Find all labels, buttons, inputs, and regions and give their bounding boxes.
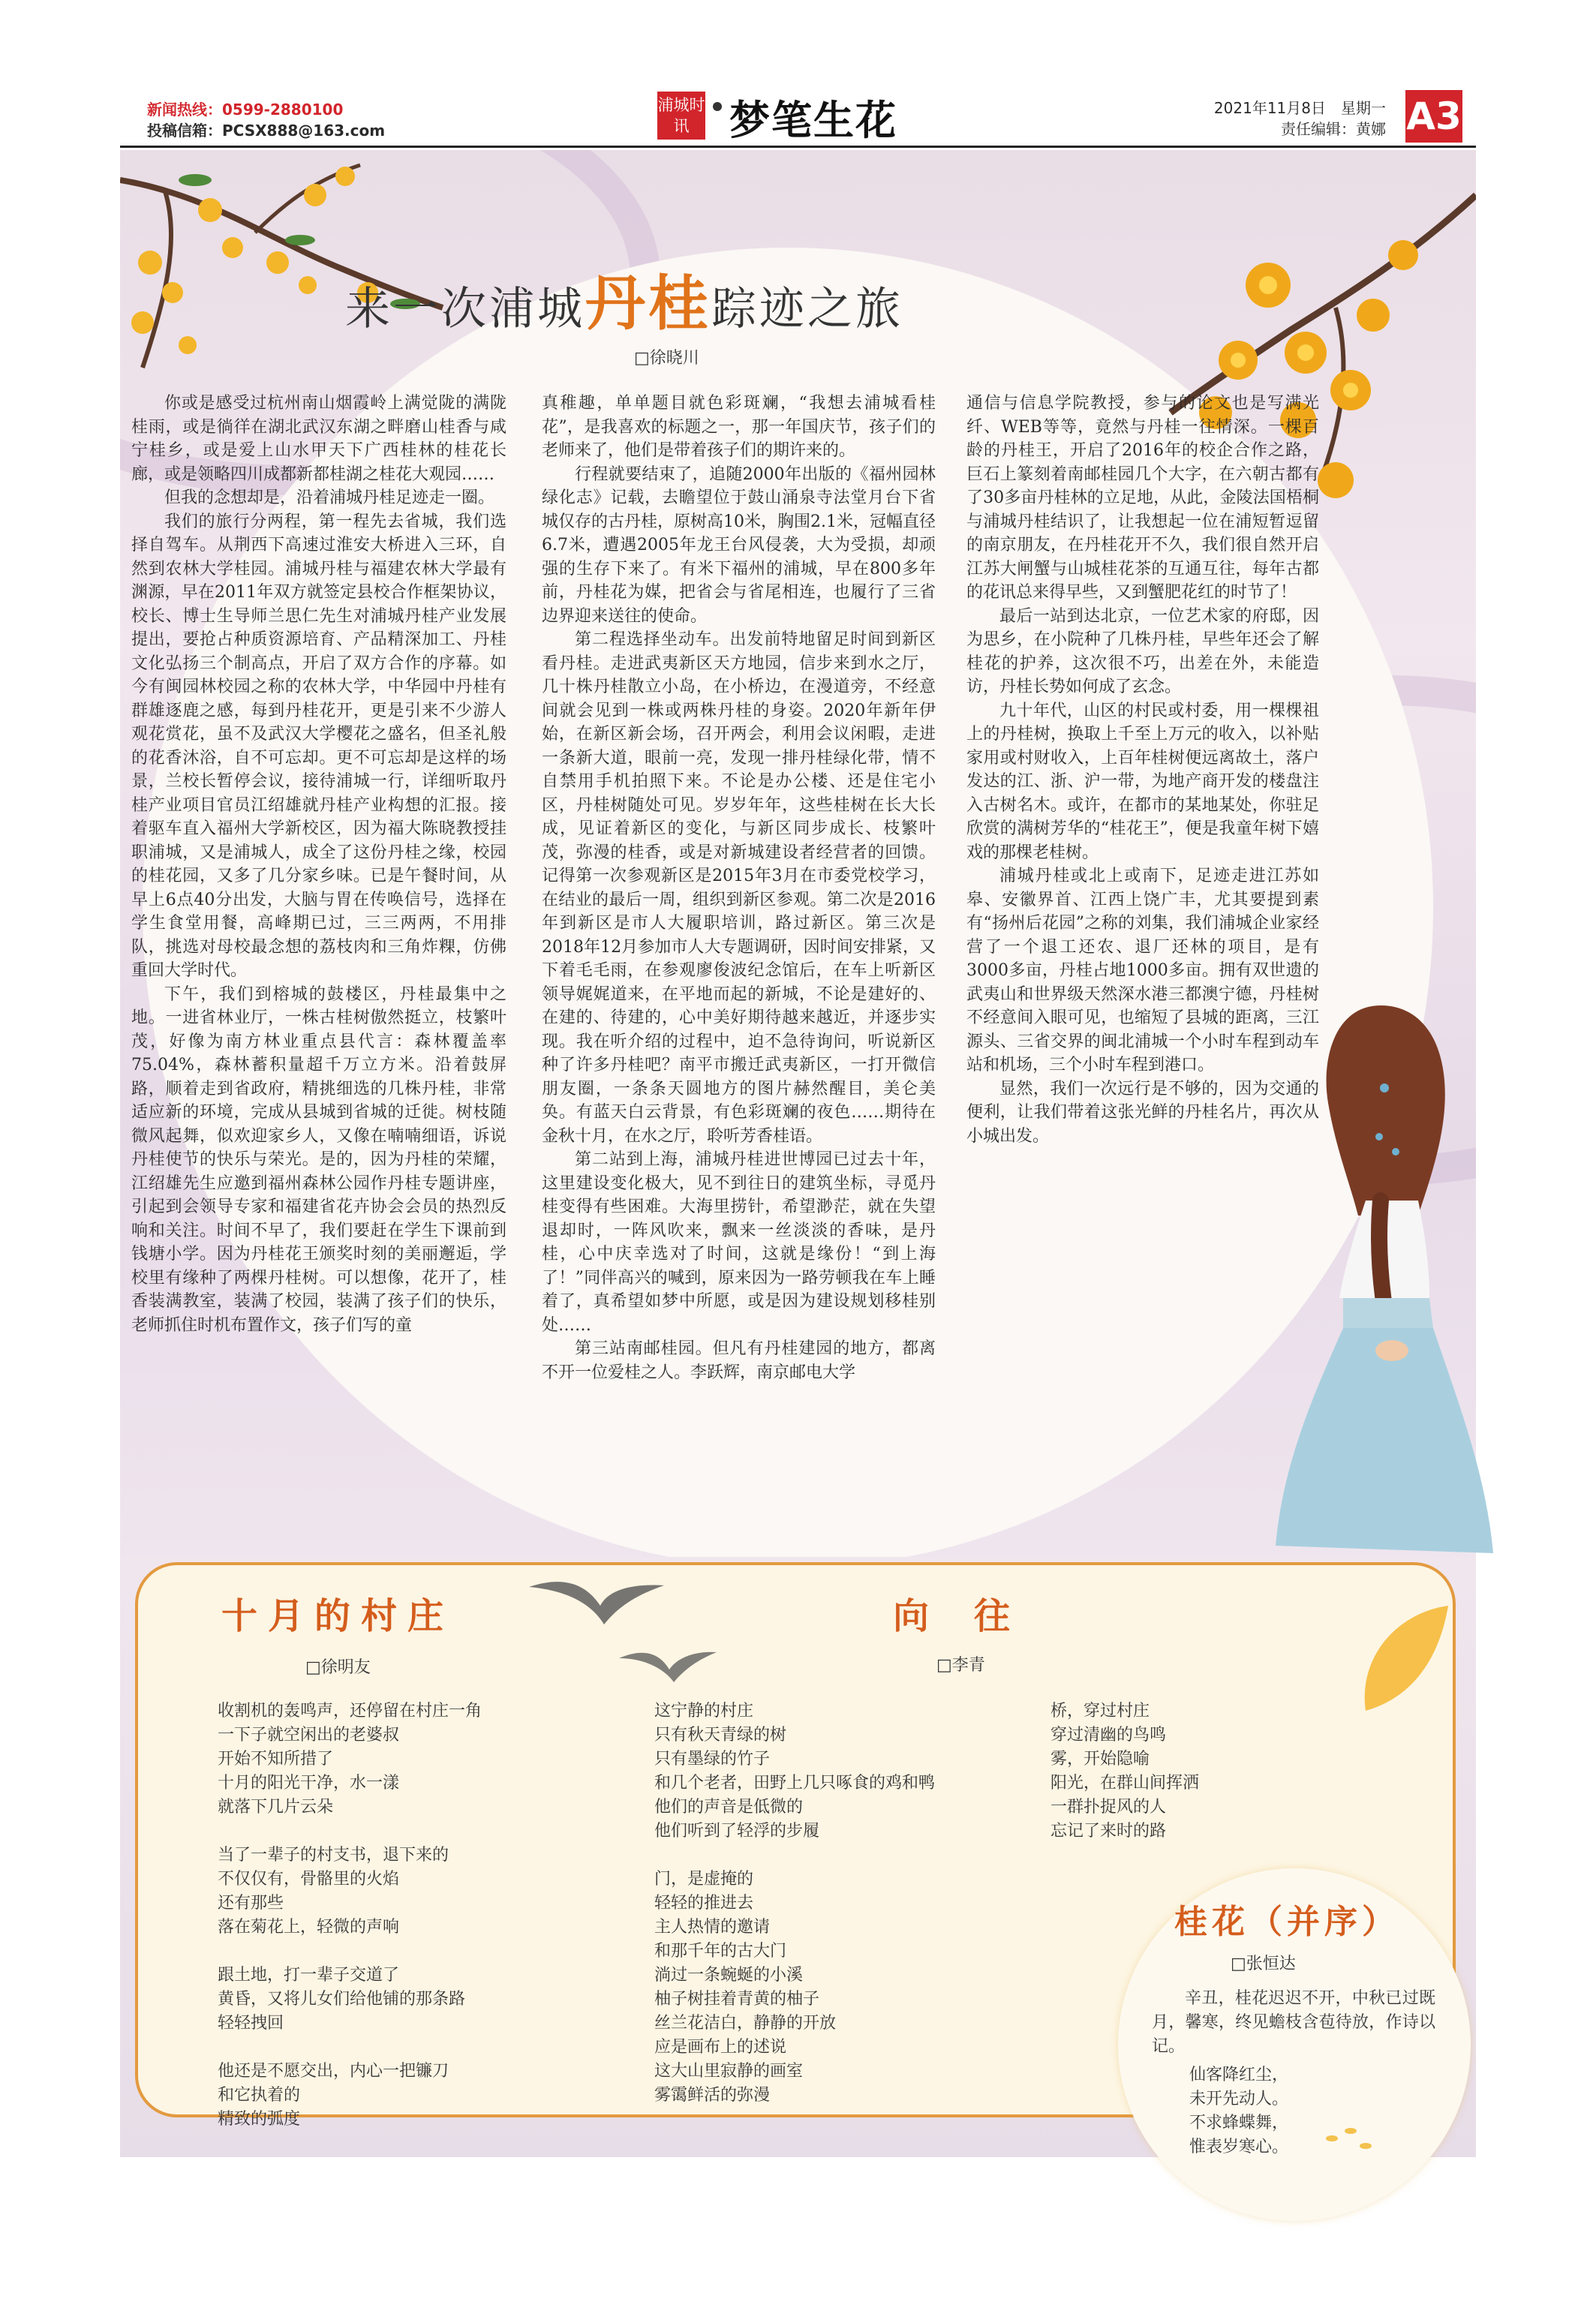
header-rule [120,146,1476,148]
poem-byline-xiangwang: □李青 [936,1656,985,1675]
page-number: A3 [1405,90,1462,143]
paragraph: 我们的旅行分两程，第一程先去省城，我们选择自驾车。从荆西下高速过淮安大桥进入三环，自然到农林大学桂园。浦城丹桂与福建农林大学最有渊源，早在2011年双方就签定县校合作框架协议，校长、博士生导师兰思仁先生对浦城丹桂产业发展提出，要抢占种质资源培育、产品精深加工、丹桂文化弘扬三个制高点，开启了双方合作的序幕。如今有闽园林校园之称的农林大学，中华园中丹桂有群雄逐鹿之感，每到丹桂花开，更是引来不少游人观花赏花，虽不及武汉大学樱花之盛名，但圣礼般的花香沐浴，自不可忘却。更不可忘却是这样的场景，兰校长暂停会议，接待浦城一行，详细听取丹桂产业项目官员江绍雄就丹桂产业构想的汇报。接着驱车直入福州大学新校区，因为福大陈晓教授挂职浦城，又是浦城人，成全了这份丹桂之缘，校园的桂花园，又多了几分家乡味。已是午餐时间，从早上6点40分出发，大脑与胃在传唤信号，选择在学生食堂用餐，高峰期已过，三三两两，不用排队，挑选对母校最念想的荔枝肉和三角炸粿，仿佛重回大学时代。 [131,512,506,980]
poem-preface-guihua: 辛丑，桂花迟迟不开，中秋已过既月，馨寒，终见蟾枝含苞待放，作诗以记。 [1152,1989,1435,2056]
section-title: 梦笔生花 [729,97,897,144]
paragraph: 通信与信息学院教授，参与的论文也是写满光纤、WEB等等，竟然与丹桂一往情深。一棵百龄的丹桂王，开启了2016年的校企合作之路，巨石上篆刻着南邮桂园几个大字，在六朝古都有了30多亩丹桂林的立足地，从此，金陵法国梧桐与浦城丹桂结识了，让我想起一位在浦短暂逗留的南京朋友，在丹桂花开不久，我们很自然开启江苏大闸蟹与山城桂花茶的互通互往，每年古都的花讯总来得早些，又到蟹肥花红的时节了！ [966,394,1319,602]
title-part-b: 踪迹之旅 [711,283,903,335]
paragraph: 第二程选择坐动车。出发前特地留足时间到新区看丹桂。走进武夷新区天方地园，信步来到水之厅，几十株丹桂散立小岛，在小桥边，在漫道旁，不经意间就会见到一株或两株丹桂的身姿。2020年新年伊始，在新区新会场，召开两会，利用会议闲暇，走进一条新大道，眼前一亮，发现一排丹桂绿化带，情不自禁用手机拍照下来。不论是办公楼、还是住宅小区，丹桂树随处可见。岁岁年年，这些桂树在长大长成，见证着新区的变化，与新区同步成长、枝繁叶茂，弥漫的桂香，或是对新城建设者经营者的回馈。记得第一次参观新区是2015年3月在市委党校学习，在结业的最后一周，组织到新区参观。第二次是2016年到新区是市人大履职培训，路过新区。第三次是2018年12月参加市人大专题调研，因时间安排紧，又下着毛毛雨，在参观廖俊波纪念馆后，在车上听新区领导娓娓道来，在平地而起的新城，不论是建好的、在建的、待建的，心中美好期待越来越近，并逐步实现。我在听介绍的过程中，迫不急待询问，听说新区种了许多丹桂吧？南平市搬迁武夷新区，一打开微信朋友圈，一条条天圆地方的图片赫然醒目，美仑美奂。有蓝天白云背景，有色彩斑斓的夜色……期待在金秋十月，在水之厅，聆听芳香桂语。 [542,630,936,1146]
paragraph: 浦城丹桂或北上或南下，足迹走进江苏如皋、安徽界首、江西上饶广丰，尤其要提到素有“扬州后花园”之称的刘集，我们浦城企业家经营了一个退工还农、退厂还林的项目，是有3000多亩，丹桂占地1000多亩。拥有双世遗的武夷山和世界级天然深水港三都澳宁德，丹桂树不经意间入眼可见，也缩短了县城的距离，三江源头、三省交界的闽北浦城一个小时车程到动车站和机场，三个小时车程到港口。 [966,867,1319,1074]
poem-title-xiangwang: 向往 [893,1595,1056,1637]
poem-text-village: 收割机的轰鸣声，还停留在村庄一角 一下子就空闲出的老婆叔 开始不知所措了 十月的阳光干净，水一漾 就落下几片云朵 当了一辈子的村支书，退下来的 不仅仅有，骨骼里的火焰 还有那些 落在菊花上，轻微的声响 跟土地，打一辈子交道了 黄昏，又将儿女们给他铺的那条路 轻轻拽回 他还是不愿交出，内心一把镰刀 和它执着的 精致的弧度 [218,1702,482,2129]
paragraph: 你或是感受过杭州南山烟霞岭上满觉陇的满陇桂雨，或是徜徉在湖北武汉东湖之畔磨山桂香与咸宁桂乡，或是爱上山水甲天下广西桂林的桂花长廊，或是领略四川成都新都桂湖之桂花大观园…… [131,394,506,484]
bullet-icon [713,102,722,111]
paragraph: 第二站到上海，浦城丹桂进世博园已过去十年，这里建设变化极大，见不到往日的建筑坐标，寻觅丹桂变得有些困难。大海里捞针，希望渺茫，就在失望退却时，一阵风吹来，飘来一丝淡淡的香味，是丹桂，心中庆幸选对了时间，这就是缘份！“到上海了！”同伴高兴的喊到，原来因为一路劳顿我在车上睡着了，真希望如梦中所愿，或是因为建设规划移桂别处…… [542,1150,936,1335]
petal-icon [1351,1598,1456,1718]
paragraph: 行程就要结束了，追随2000年出版的《福州园林绿化志》记载，去瞻望位于鼓山涌泉寺法堂月台下省城仅存的古丹桂，原树高10米，胸围2.1米，冠幅直径6.7米，遭遇2005年龙王台风侵袭，大为受损，却顽强的生存下来了。有米下福州的浦城，早在800多年前，丹桂花为媒，把省会与省尾相连，也履行了三省边界迎来送往的使命。 [542,464,936,626]
poem-text-xiangwang-a: 这宁静的村庄 只有秋天青绿的树 只有墨绿的竹子 和几个老者，田野上几只啄食的鸡和鸭 他们的声音是低微的 他们听到了轻浮的步履 门，是虚掩的 轻轻的推进去 主人热情的邀请 和那千年的古大门 淌过一条蜿蜒的小溪 柚子树挂着青黄的柚子 丝兰花洁白，静静的开放 应是画布上的述说 这大山里寂静的画室 雾霭鲜活的弥漫 [654,1702,936,2105]
article-column-1 [131,392,506,1337]
petal-icon [1321,2116,1381,2161]
poem-text-xiangwang-b: 桥，穿过村庄 穿过清幽的鸟鸣 雾，开始隐喻 阳光，在群山间挥洒 一群扑捉风的人 忘记了来时的路 [1050,1702,1200,1841]
girl-illustration-icon [1268,975,1508,1561]
article-column-2 [542,392,936,1384]
paragraph: 九十年代，山区的村民或村委，用一棵棵祖上的丹桂树，换取上千至上万元的收入，以补贴家用或村财收入，上百年桂树便远离故土，落户发达的江、浙、沪一带，为地产商开发的楼盘注入古树名木。或许，在都市的某地某处，你驻足欣赏的满树芳华的“桂花王”，便是我童年树下嬉戏的那棵老桂树。 [966,701,1319,862]
page-header [120,89,1476,149]
header-contact [147,99,385,141]
bird-icon [615,1636,720,1696]
paragraph: 真稚趣，单单题目就色彩斑斓，“我想去浦城看桂花”，是我喜欢的标题之一，那一年国庆节，孩子们的老师来了，他们是带着孩子们的期许来的。 [542,394,936,460]
article-byline: □徐晓川 [634,349,699,368]
editor-credit: 责任编辑：黄娜 [1281,120,1386,138]
header-meta [1214,98,1386,140]
article-title [345,255,903,341]
article-column-3 [966,392,1319,1148]
brand-logo: 浦城时讯 [657,92,705,140]
issue-date: 2021年11月8日 星期一 [1213,99,1386,117]
submission-email: 投稿信箱：PCSX888@163.com [147,122,386,140]
paragraph: 第三站南邮桂园。但凡有丹桂建园的地方，都离不开一位爱桂之人。李跃辉，南京邮电大学 [542,1339,936,1382]
poem-title-guihua: 桂花（并序） [1174,1903,1399,1941]
poem-text-guihua: 仙客降红尘， 未开先动人。 不求蜂蝶舞， 惟表岁寒心。 [1189,2066,1289,2156]
title-highlight-2: 桂 [648,268,711,338]
poem-title-village: 十月的村庄 [221,1595,455,1637]
poem-byline-guihua: □张恒达 [1231,1955,1296,1973]
paragraph: 但我的念想却是，沿着浦城丹桂足迹走一圈。 [164,488,495,507]
paragraph: 显然，我们一次远行是不够的，因为交通的便利，让我们带着这张光鲜的丹桂名片，再次从小城出发。 [966,1079,1319,1146]
title-highlight-1: 丹 [585,268,648,338]
paragraph: 下午，我们到榕城的鼓楼区，丹桂最集中之地。一进省林业厅，一株古桂树傲然挺立，枝繁叶茂，好像为南方林业重点县代言：森林覆盖率75.04%，森林蓄积量超千万立方米。沿着鼓屏路，顺着走到省政府，精挑细选的几株丹桂，非常适应新的环境，完成从县城到省城的迁徙。树枝随微风起舞，似欢迎家乡人，又像在喃喃细语，诉说丹桂使节的快乐与荣光。是的，因为丹桂的荣耀，江绍雄先生应邀到福州森林公园作丹桂专题讲座，引起到会领导专家和福建省花卉协会会员的热烈反响和关注。时间不早了，我们要赶在学生下课前到钱塘小学。因为丹桂花王颁奖时刻的美丽邂逅，学校里有缘种了两棵丹桂树。可以想像，花开了，桂香装满教室，装满了校园，装满了孩子们的快乐，老师抓住时机布置作文，孩子们写的童 [131,984,506,1335]
title-part-a: 来一次浦城 [345,283,585,335]
news-hotline: 新闻热线：0599-2880100 [147,101,344,119]
poem-byline-village: □徐明友 [305,1658,371,1677]
paragraph: 最后一站到达北京，一位艺术家的府邸，因为思乡，在小院种了几株丹桂，早些年还会了解桂花的护养，这次很不巧，出差在外，未能造访，丹桂长势如何成了玄念。 [966,606,1319,696]
